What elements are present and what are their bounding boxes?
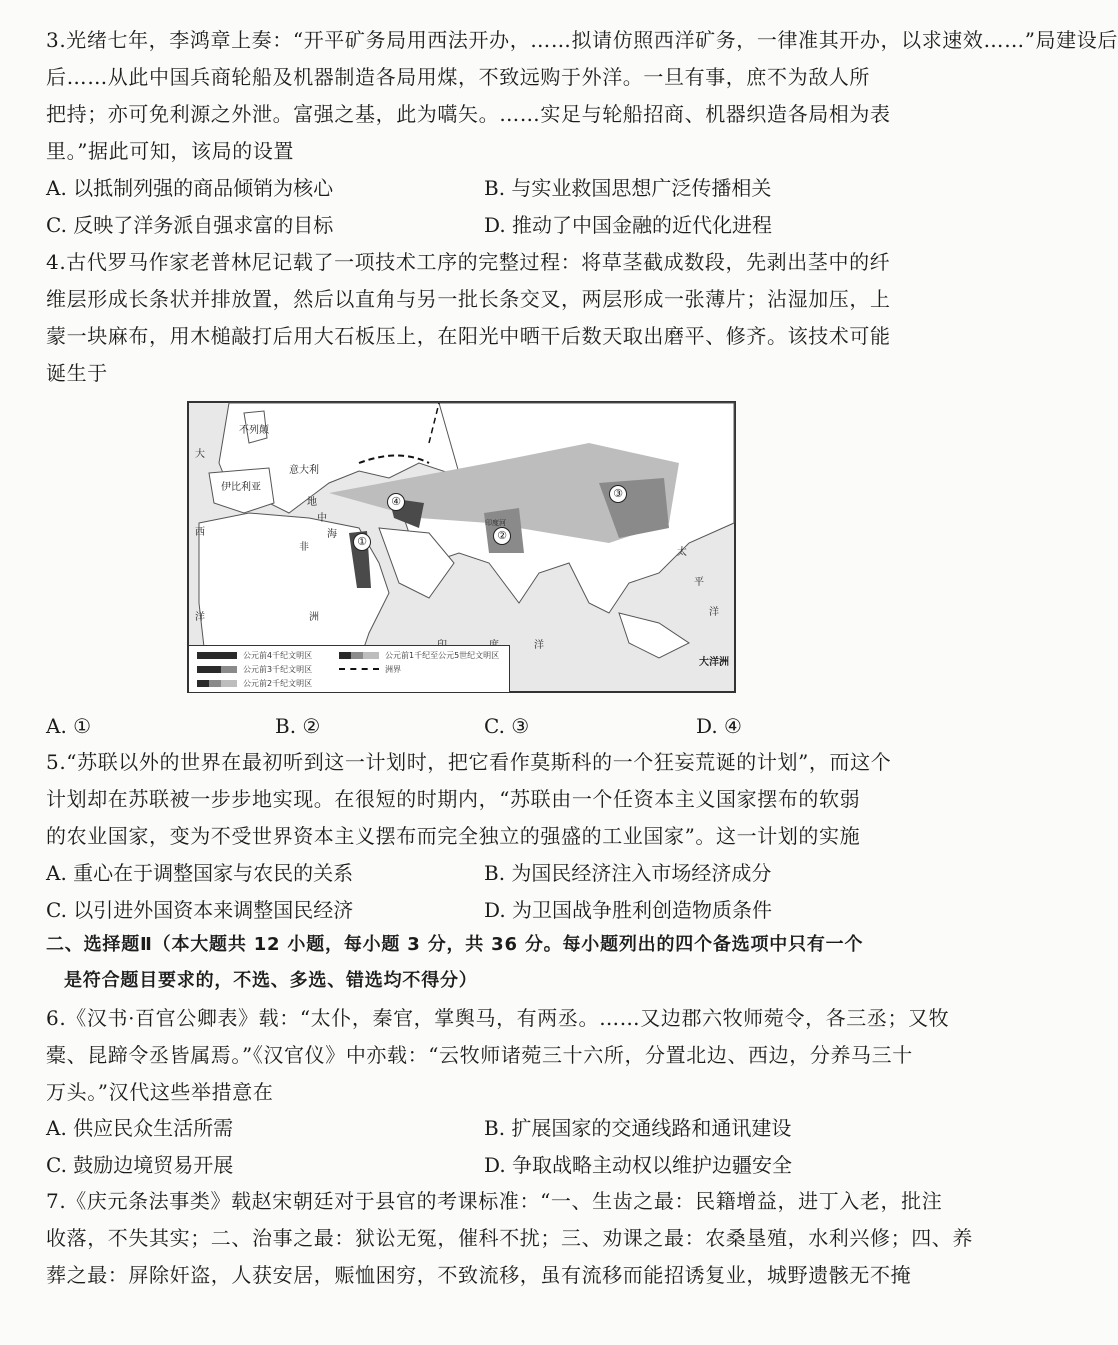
legend-text-1: 公元前4千纪文明区 (243, 651, 313, 660)
map-label-oceania: 大洋洲 (699, 657, 729, 668)
map-label-sea: 海 (327, 529, 337, 540)
q3-option-b[interactable]: B. 与实业救国思想广泛传播相关 (484, 176, 772, 200)
civilization-map (187, 401, 736, 693)
marker-1: ① (353, 533, 371, 551)
section-2-heading: 二、选择题Ⅱ（本大题共 12 小题，每小题 3 分，共 36 分。每小题列出的四个备选项中只有一个 (46, 934, 864, 955)
q7-line-1: 7.《庆元条法事类》载赵宋朝廷对于县官的考课标准：“一、生齿之最：民籍增益，进丁入老，批注 (46, 1189, 943, 1213)
map-label-zhou: 洲 (309, 612, 319, 623)
q6-line-3: 万头。”汉代这些举措意在 (46, 1080, 274, 1104)
q3-option-a[interactable]: A. 以抵制列强的商品倾销为核心 (46, 176, 334, 200)
q4-option-a[interactable]: A. ① (46, 714, 92, 738)
q5-option-c[interactable]: C. 以引进外国资本来调整国民经济 (46, 898, 354, 922)
q6-option-a[interactable]: A. 供应民众生活所需 (46, 1116, 234, 1140)
q4-option-d[interactable]: D. ④ (696, 714, 742, 738)
legend-text-2: 公元前3千纪文明区 (243, 665, 313, 674)
legend-swatch-4 (339, 652, 379, 659)
q4-line-2: 维层形成长条状并排放置，然后以直角与另一批长条交叉，两层形成一张薄片；沾湿加压，上 (46, 287, 891, 311)
q3-line-1: 3.光绪七年，李鸿章上奏：“开平矿务局用西法开办，……拟请仿照西洋矿务，一律准其开办，以求速效……”局建设后 (46, 28, 1118, 52)
q3-line-4: 里。”据此可知，该局的设置 (46, 139, 295, 163)
map-label-indus: 印度河 (485, 519, 506, 527)
q5-line-3: 的农业国家，变为不受世界资本主义摆布而完全独立的强盛的工业国家”。这一计划的实施 (46, 824, 861, 848)
map-label-xi: 西 (195, 527, 205, 538)
legend-swatch-3 (197, 680, 237, 687)
legend-swatch-5 (339, 668, 379, 670)
marker-4: ④ (387, 493, 405, 511)
q4-line-4: 诞生于 (46, 361, 108, 385)
q6-option-c[interactable]: C. 鼓励边境贸易开展 (46, 1153, 234, 1177)
q6-line-1: 6.《汉书·百官公卿表》载：“太仆，秦官，掌舆马，有两丞。……又边郡六牧师菀令，各三丞；又牧 (46, 1006, 950, 1030)
map-label-tai: 太 (677, 547, 687, 558)
map-label-fei: 非 (299, 542, 309, 553)
q3-line-3: 把持；亦可免利源之外泄。富强之基，此为嚆矢。……实足与轮船招商、机器织造各局相为表 (46, 102, 891, 126)
q4-option-c[interactable]: C. ③ (484, 714, 530, 738)
legend-text-4: 公元前1千纪至公元5世纪文明区 (385, 651, 500, 660)
legend-swatch-2 (197, 666, 237, 673)
q5-line-1: 5.“苏联以外的世界在最初听到这一计划时，把它看作莫斯科的一个狂妄荒诞的计划”，而这个 (46, 750, 892, 774)
map-label-ping: 平 (694, 577, 704, 588)
legend-text-5: 洲界 (385, 665, 401, 674)
q5-option-a[interactable]: A. 重心在于调整国家与农民的关系 (46, 861, 354, 885)
q3-option-c[interactable]: C. 反映了洋务派自强求富的目标 (46, 213, 334, 237)
map-label-britain: 不列颠 (239, 425, 269, 436)
q5-option-b[interactable]: B. 为国民经济注入市场经济成分 (484, 861, 772, 885)
q4-line-3: 蒙一块麻布，用木槌敲打后用大石板压上，在阳光中晒干后数天取出磨平、修齐。该技术可能 (46, 324, 891, 348)
legend-text-3: 公元前2千纪文明区 (243, 679, 313, 688)
map-label-zhong: 地 (307, 497, 317, 508)
q7-line-3: 葬之最：屏除奸盗，人获安居，赈恤困穷，不致流移，虽有流移而能招诱复业，城野遗骸无不掩 (46, 1263, 912, 1287)
map-label-yang1: 洋 (195, 612, 205, 623)
section-2-heading-cont: 是符合题目要求的，不选、多选、错选均不得分） (64, 970, 478, 991)
q4-option-b[interactable]: B. ② (275, 714, 321, 738)
map-label-da: 大 (195, 449, 205, 460)
q3-option-d[interactable]: D. 推动了中国金融的近代化进程 (484, 213, 773, 237)
map-label-yang2: 洋 (534, 640, 544, 651)
map-label-italy: 意大利 (289, 465, 319, 476)
q6-option-d[interactable]: D. 争取战略主动权以维护边疆安全 (484, 1153, 793, 1177)
map-legend (189, 645, 510, 692)
legend-swatch-1 (197, 652, 237, 659)
q4-line-1: 4.古代罗马作家老普林尼记载了一项技术工序的完整过程：将草茎截成数段，先剥出茎中的纤 (46, 250, 891, 274)
q6-option-b[interactable]: B. 扩展国家的交通线路和通讯建设 (484, 1116, 792, 1140)
q7-line-2: 收落，不失其实；二、治事之最：狱讼无冤，催科不扰；三、劝课之最：农桑垦殖，水利兴修；四、养 (46, 1226, 973, 1250)
q6-line-2: 橐、昆蹄令丞皆属焉。”《汉官仪》中亦载：“云牧师诸菀三十六所，分置北边、西边，分养马三十 (46, 1043, 913, 1067)
marker-2: ② (493, 527, 511, 545)
q5-option-d[interactable]: D. 为卫国战争胜利创造物质条件 (484, 898, 773, 922)
map-label-yang3: 洋 (709, 607, 719, 618)
map-label-hai: 中 (317, 513, 327, 524)
map-label-iberia: 伊比利亚 (221, 482, 261, 493)
q5-line-2: 计划却在苏联被一步步地实现。在很短的时期内，“苏联由一个任资本主义国家摆布的软弱 (46, 787, 861, 811)
marker-3: ③ (609, 485, 627, 503)
q3-line-2: 后……从此中国兵商轮船及机器制造各局用煤，不致远购于外洋。一旦有事，庶不为敌人所 (46, 65, 870, 89)
